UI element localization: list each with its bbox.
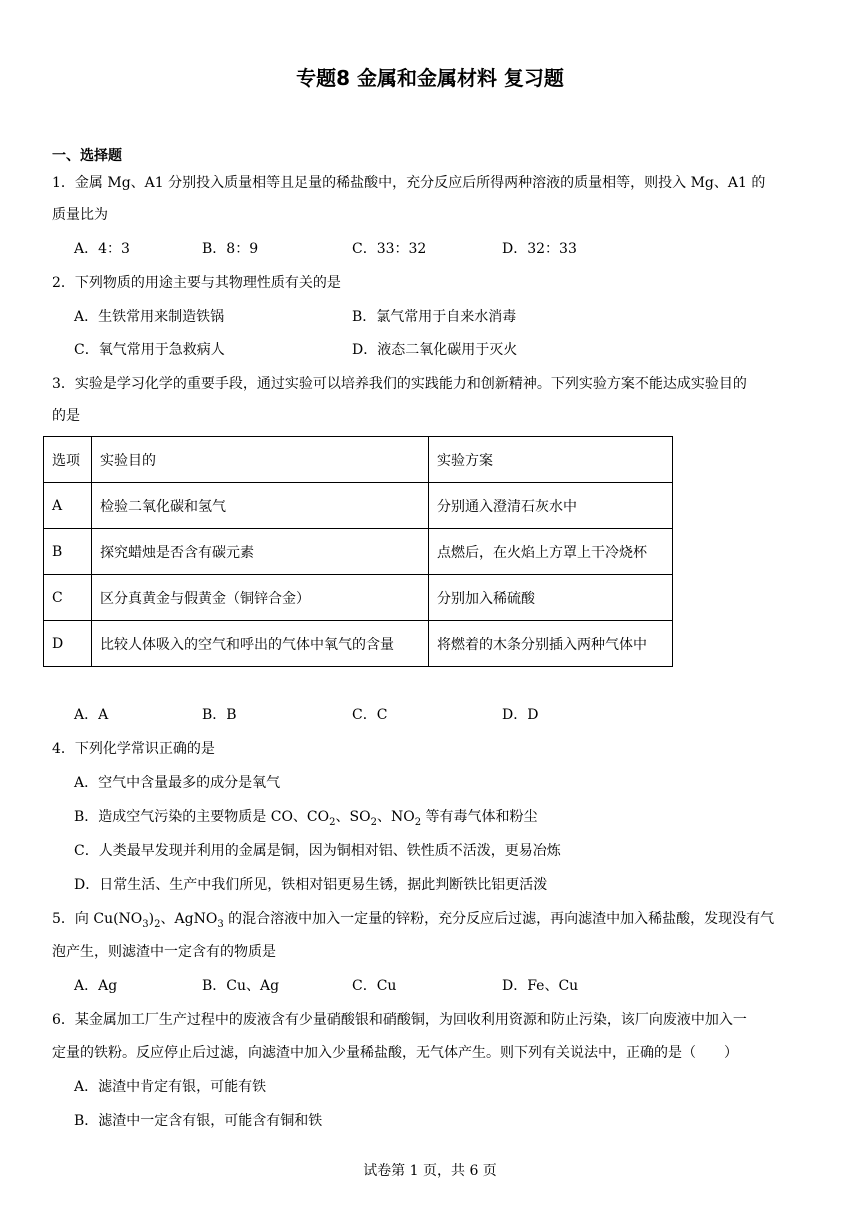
q2-option-b: B．氯气常用于自来水消毒 (352, 309, 517, 325)
q2-option-d: D．液态二氧化碳用于灭火 (352, 342, 518, 358)
table-cell: 检验二氧化碳和氢气 (92, 483, 429, 529)
table-cell: 分别加入稀硫酸 (429, 575, 673, 621)
table-cell: 比较人体吸入的空气和呼出的气体中氧气的含量 (92, 621, 429, 667)
table-row (44, 483, 673, 529)
q3-option-c: C．C (352, 707, 388, 723)
question-2-text: 2．下列物质的用途主要与其物理性质有关的是 (52, 275, 341, 291)
table-header-cell: 实验方案 (429, 437, 673, 483)
table-header-row (44, 437, 673, 483)
table-cell: 分别通入澄清石灰水中 (429, 483, 673, 529)
q3-option-d: D．D (502, 707, 539, 723)
q1-option-c: C．33：32 (352, 241, 427, 257)
q6-option-a: A．滤渣中肯定有银，可能有铁 (74, 1079, 267, 1095)
question-1-line-1: 1．金属 Mg、A1 分别投入质量相等且足量的稀盐酸中，充分反应后所得两种溶液的质量相等，则投入 Mg、A1 的 (52, 175, 766, 191)
q5-option-b: B．Cu、Ag (202, 978, 280, 994)
question-6-line-2: 定量的铁粉。反应停止后过滤，向滤渣中加入少量稀盐酸，无气体产生。则下列有关说法中，正确的是（ ） (52, 1045, 738, 1061)
q5-option-c: C．Cu (352, 978, 397, 994)
table-row (44, 529, 673, 575)
table-cell: 将燃着的木条分别插入两种气体中 (429, 621, 673, 667)
question-1-line-2: 质量比为 (52, 207, 108, 223)
q5-option-d: D．Fe、Cu (502, 978, 579, 994)
q1-option-b: B．8：9 (202, 241, 259, 257)
q1-option-d: D．32：33 (502, 241, 577, 257)
q4-option-a: A．空气中含量最多的成分是氧气 (74, 775, 281, 791)
question-5-line-2: 泡产生，则滤渣中一定含有的物质是 (52, 944, 276, 960)
q3-option-a: A．A (74, 707, 109, 723)
q5-option-a: A．Ag (74, 978, 118, 994)
q2-option-c: C．氧气常用于急救病人 (74, 342, 225, 358)
experiment-table (43, 436, 673, 667)
q4-option-b: B．造成空气污染的主要物质是 CO、$CO_2$、$SO_2$、$NO_2$ 等有毒气体和粉尘 (74, 809, 538, 828)
table-cell: A (44, 483, 92, 529)
q4-option-c: C．人类最早发现并利用的金属是铜，因为铜相对铝、铁性质不活泼，更易冶炼 (74, 843, 561, 859)
table-cell: 探究蜡烛是否含有碳元素 (92, 529, 429, 575)
table-cell: D (44, 621, 92, 667)
table-cell: 区分真黄金与假黄金（铜锌合金） (92, 575, 429, 621)
table-cell: 点燃后，在火焰上方罩上干冷烧杯 (429, 529, 673, 575)
page-title: 专题8 金属和金属材料 复习题 (296, 66, 564, 90)
question-4-text: 4．下列化学常识正确的是 (52, 741, 215, 757)
table-header-cell: 实验目的 (92, 437, 429, 483)
q6-option-b: B．滤渣中一定含有银，可能含有铜和铁 (74, 1113, 323, 1129)
question-3-line-2: 的是 (52, 408, 80, 424)
section-heading: 一、选择题 (52, 148, 122, 164)
table-row (44, 575, 673, 621)
q2-option-a: A．生铁常用来制造铁锅 (74, 309, 225, 325)
table-cell: B (44, 529, 92, 575)
q1-option-a: A．4：3 (74, 241, 130, 257)
table-header-cell: 选项 (44, 437, 92, 483)
q4-option-d: D．日常生活、生产中我们所见，铁相对铝更易生锈，据此判断铁比铝更活泼 (74, 877, 548, 893)
table-cell: C (44, 575, 92, 621)
table-row (44, 621, 673, 667)
question-5-line-1: 5．向 $Cu(NO_3)_2$、AgNO$_3$ 的混合溶液中加入一定量的锌粉，充分反应后过滤，再向滤渣中加入稀盐酸，发现没有气 (52, 911, 775, 930)
question-3-line-1: 3．实验是学习化学的重要手段，通过实验可以培养我们的实践能力和创新精神。下列实验方案不能达成实验目的 (52, 376, 747, 392)
question-6-line-1: 6．某金属加工厂生产过程中的废液含有少量硝酸银和硝酸铜，为回收利用资源和防止污染，该厂向废液中加入一 (52, 1012, 747, 1028)
page-footer: 试卷第 1 页，共 6 页 (363, 1163, 497, 1179)
q3-option-b: B．B (202, 707, 237, 723)
